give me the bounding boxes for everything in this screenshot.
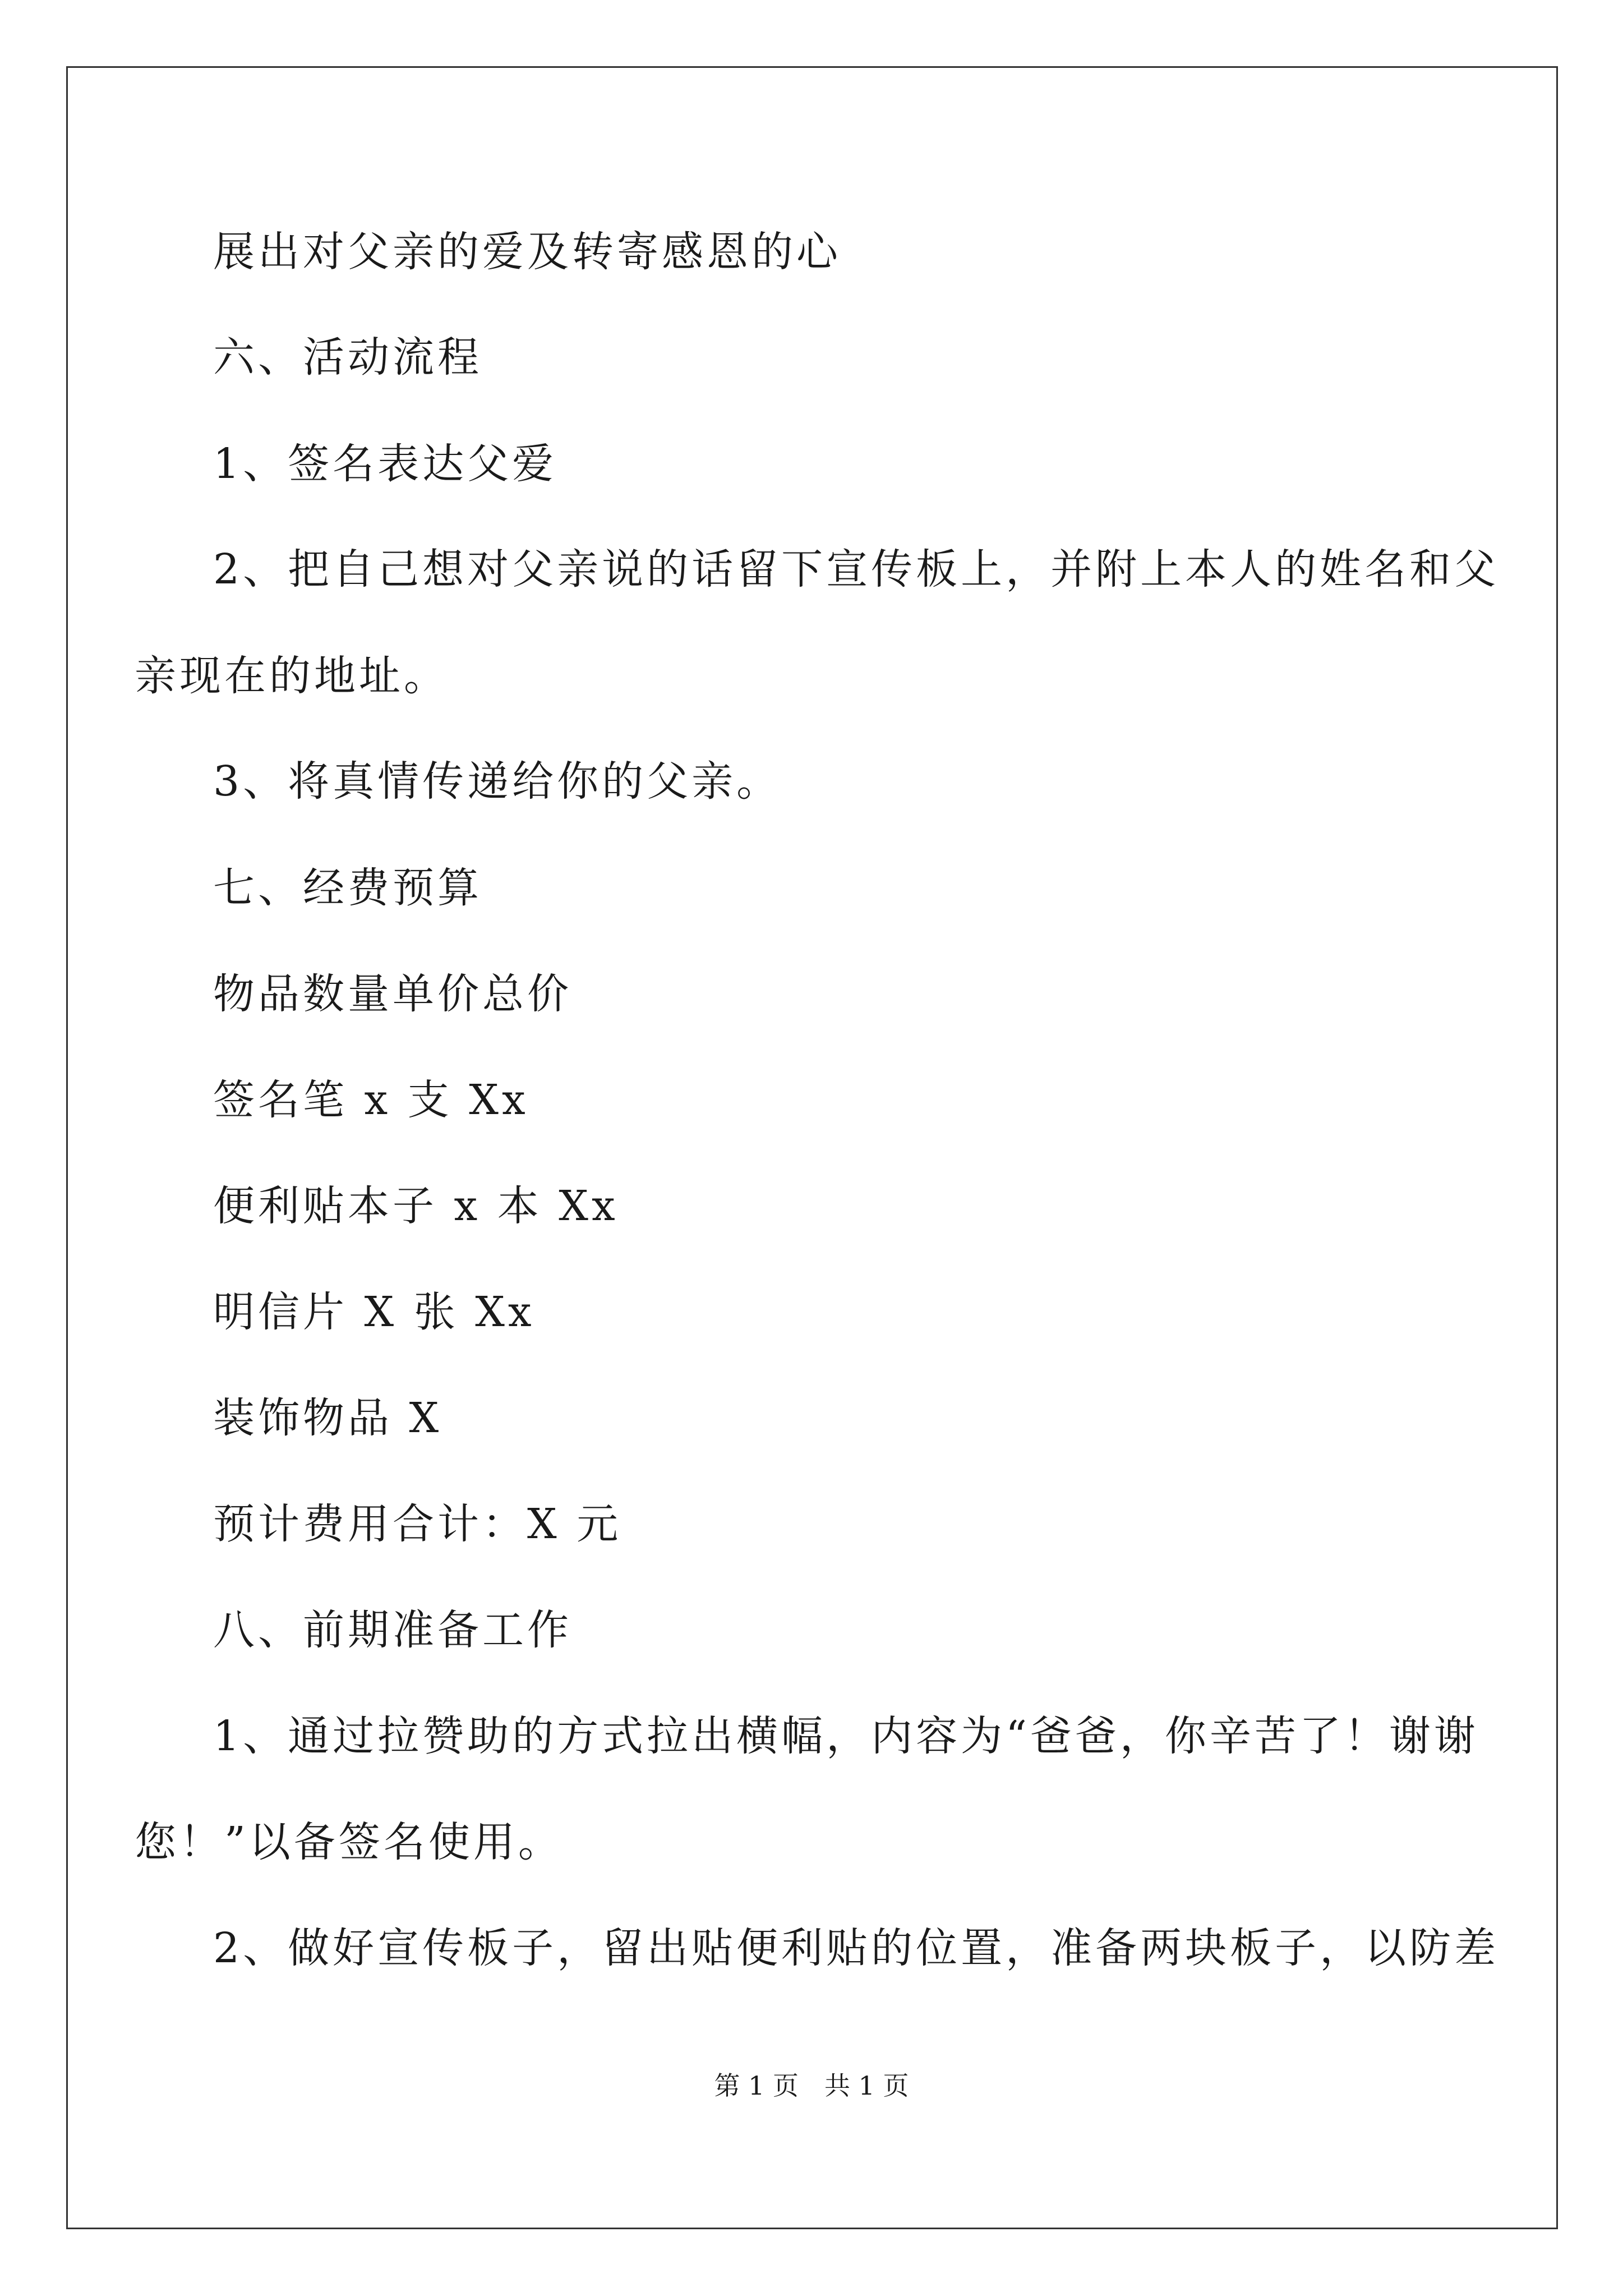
budget-total: 预计费用合计：X 元	[213, 1500, 622, 1548]
budget-item: 便利贴本子 x 本 Xx	[213, 1182, 619, 1230]
list-item-continuation: 亲现在的地址。	[135, 652, 449, 700]
body-line-1: 展出对父亲的爱及转寄感恩的心	[213, 228, 841, 276]
list-item: 1、签名表达父爱	[213, 440, 557, 488]
budget-item: 明信片 X 张 Xx	[213, 1288, 535, 1336]
list-item: 1、通过拉赞助的方式拉出横幅，内容为“爸爸，你辛苦了！谢谢	[213, 1712, 1479, 1760]
section-heading-budget: 七、经费预算	[213, 864, 482, 912]
budget-item: 签名笔 x 支 Xx	[213, 1076, 529, 1124]
section-heading-preparation: 八、前期准备工作	[213, 1606, 572, 1654]
budget-item: 装饰物品 X	[213, 1394, 442, 1442]
list-item-continuation: 您！”以备签名使用。	[135, 1818, 563, 1866]
page-number-footer: 第 1 页 共 1 页	[714, 2070, 909, 2101]
list-item: 3、将真情传递给你的父亲。	[213, 757, 782, 806]
section-heading-activity-flow: 六、活动流程	[213, 333, 482, 381]
list-item: 2、做好宣传板子，留出贴便利贴的位置，准备两块板子，以防差	[213, 1924, 1500, 1972]
list-item: 2、把自己想对父亲说的话留下宣传板上，并附上本人的姓名和父	[213, 545, 1500, 593]
budget-header: 物品数量单价总价	[213, 970, 572, 1018]
